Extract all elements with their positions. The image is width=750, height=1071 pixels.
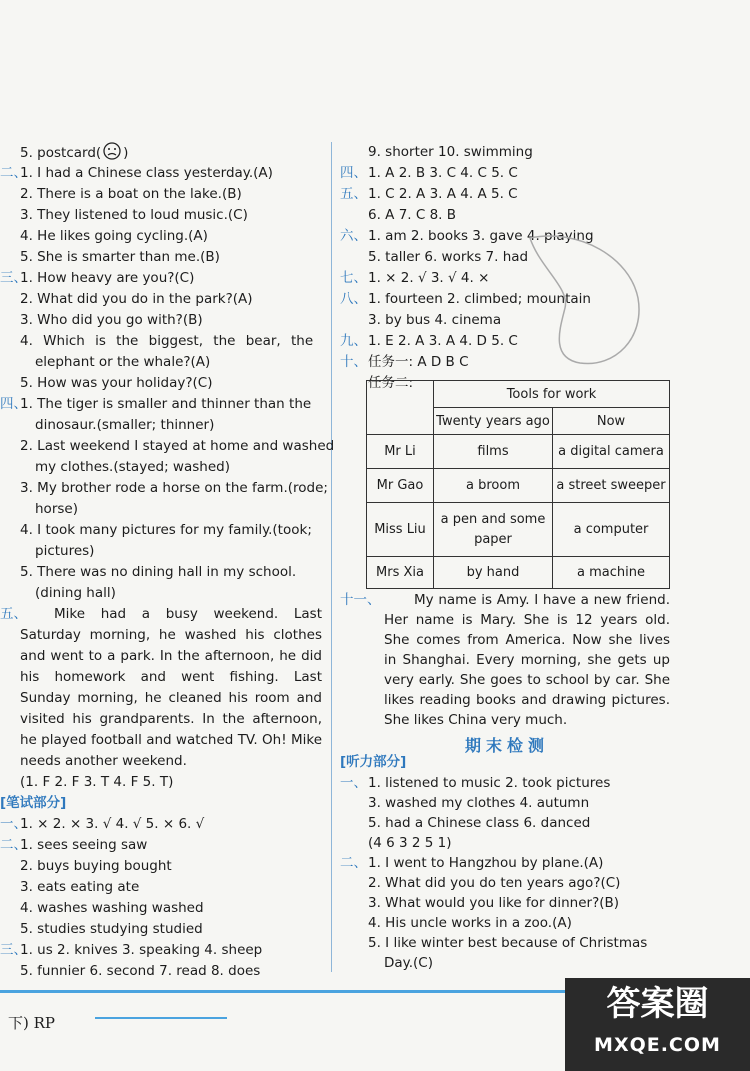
answer-text: 1. I had a Chinese class yesterday.(A)	[20, 165, 273, 181]
answer-text: 5. had a Chinese class 6. danced	[368, 815, 591, 831]
section-marker: 四、	[0, 396, 27, 412]
table-cell: films	[434, 435, 553, 469]
answer-text: 1. us 2. knives 3. speaking 4. sheep	[20, 942, 263, 958]
answer-text: pictures)	[35, 543, 95, 559]
answer-text: 4. washes washing washed	[20, 900, 204, 916]
table-cell: Miss Liu	[367, 503, 434, 557]
footer-label: 下) RP	[8, 1014, 56, 1032]
table-cell: a digital camera	[553, 435, 670, 469]
answer-text: 1. am 2. books 3. gave 4. playing	[368, 228, 594, 244]
answer-text: 1. E 2. A 3. A 4. D 5. C	[368, 333, 518, 349]
footer-rule	[95, 1017, 227, 1019]
table-cell: a machine	[553, 557, 670, 589]
section-marker: 五、	[340, 186, 367, 202]
answer-text: (dining hall)	[35, 585, 116, 601]
answer-text: dinosaur.(smaller; thinner)	[35, 417, 215, 433]
section-marker: 十一、	[340, 592, 381, 608]
watermark-line2: MXQE.COM	[594, 1034, 721, 1056]
answer-text: 2. Last weekend I stayed at home and washed	[20, 438, 335, 454]
table-row	[367, 557, 670, 589]
answer-text: 任务二:	[368, 375, 414, 391]
table-caption: Tools for work	[434, 381, 670, 408]
table-row	[367, 435, 670, 469]
answer-text: )	[123, 145, 129, 161]
section-marker: 七、	[340, 270, 367, 286]
table-cell: a broom	[434, 469, 553, 503]
answer-text: 4. He likes going cycling.(A)	[20, 228, 208, 244]
answer-text: 4. I took many pictures for my family.(took;	[20, 522, 312, 538]
answer-text: Day.(C)	[384, 955, 433, 971]
answer-text: 3. What would you like for dinner?(B)	[368, 895, 620, 911]
answer-text: 1. × 2. × 3. √ 4. √ 5. × 6. √	[20, 816, 205, 832]
answer-text: elephant or the whale?(A)	[35, 354, 211, 370]
answer-text: 2. There is a boat on the lake.(B)	[20, 186, 242, 202]
answer-text: 5. How was your holiday?(C)	[20, 375, 213, 391]
watermark-logo	[565, 978, 750, 1071]
answer-text: 1. I went to Hangzhou by plane.(A)	[368, 855, 604, 871]
answer-text: 5. I like winter best because of Christmas	[368, 935, 648, 951]
left-column	[0, 142, 335, 982]
answer-text: 1. A 2. B 3. C 4. C 5. C	[368, 165, 518, 181]
section-marker: 十、	[340, 354, 367, 370]
answer-text: 5. There was no dining hall in my school.	[20, 564, 297, 580]
answer-text: 4. His uncle works in a zoo.(A)	[368, 915, 572, 931]
answer-text: 1. How heavy are you?(C)	[20, 270, 195, 286]
table-cell: Mr Li	[367, 435, 434, 469]
answer-text: 1. fourteen 2. climbed; mountain	[368, 291, 591, 307]
tools-table	[366, 380, 670, 589]
answer-text: (4 6 3 2 5 1)	[368, 835, 452, 851]
answer-text: 5. She is smarter than me.(B)	[20, 249, 220, 265]
passage-text: Mike had a busy weekend. Last Saturday morning, he washed his clothes and went to a park. In the afternoon, he did his homework and went fishing. Last Sunday morning, he cleaned his room and visited his grandparents. In the afternoon, he played football and watched TV. Oh! Mike needs another weekend.	[20, 606, 322, 769]
answer-text: 2. buys buying bought	[20, 858, 172, 874]
answer-text: 9. shorter 10. swimming	[368, 144, 533, 160]
table-cell: Mrs Xia	[367, 557, 434, 589]
answer-text: horse)	[35, 501, 78, 517]
footer-divider	[0, 990, 565, 993]
section-marker: 二、	[0, 165, 27, 181]
letter-text: My name is Amy. I have a new friend. Her name is Mary. She is 12 years old. She comes from America. Now she lives in Shanghai. Every morning, she gets up very early. She goes to school by car. She likes reading books and drawing pictures. She likes China very much.	[384, 592, 670, 728]
answer-text: 6. A 7. C 8. B	[368, 207, 457, 223]
answer-text: 3. They listened to loud music.(C)	[20, 207, 248, 223]
column-divider	[331, 142, 332, 972]
table-cell: by hand	[434, 557, 553, 589]
section-marker: 一、	[340, 775, 367, 791]
section-marker: 二、	[0, 837, 27, 853]
section-marker: 二、	[340, 855, 367, 871]
section-heading: [听力部分]	[340, 754, 407, 770]
answer-text: 5. taller 6. works 7. had	[368, 249, 529, 265]
right-column-lower	[340, 590, 670, 730]
section-title: 期末检测	[465, 736, 550, 755]
table-cell	[367, 381, 434, 435]
answer-text: my clothes.(stayed; washed)	[35, 459, 230, 475]
answer-text: 1. × 2. √ 3. √ 4. ×	[368, 270, 490, 286]
section-marker: 九、	[340, 333, 367, 349]
table-cell: a pen and some paper	[434, 503, 553, 557]
answer-text: 5. postcard(	[20, 145, 102, 161]
pencil-scribble-icon	[520, 228, 650, 378]
answer-text: 2. What did you do ten years ago?(C)	[368, 875, 621, 891]
section-marker: 三、	[0, 942, 27, 958]
answer-text: 3. Who did you go with?(B)	[20, 312, 203, 328]
table-row	[367, 503, 670, 557]
answer-text: 4. Which is the biggest, the bear, the	[20, 333, 314, 349]
answer-text: 3. My brother rode a horse on the farm.(rode;	[20, 480, 328, 496]
table-row	[367, 381, 670, 408]
section-marker: 四、	[340, 165, 367, 181]
answer-text: 3. washed my clothes 4. autumn	[368, 795, 590, 811]
table-cell: a street sweeper	[553, 469, 670, 503]
right-column-listening	[340, 752, 670, 973]
answer-text: 3. eats eating ate	[20, 879, 140, 895]
answer-text: 任务一: A D B C	[368, 354, 469, 370]
answer-text: 1. The tiger is smaller and thinner than the	[20, 396, 312, 412]
section-heading: [笔试部分]	[0, 795, 67, 811]
table-header: Twenty years ago	[434, 408, 553, 435]
answer-text: 3. by bus 4. cinema	[368, 312, 502, 328]
table-header: Now	[553, 408, 670, 435]
table-cell: a computer	[553, 503, 670, 557]
answer-text: 1. sees seeing saw	[20, 837, 148, 853]
answer-text: (1. F 2. F 3. T 4. F 5. T)	[20, 774, 174, 790]
section-marker: 六、	[340, 228, 367, 244]
table-cell: Mr Gao	[367, 469, 434, 503]
answer-text: 1. C 2. A 3. A 4. A 5. C	[368, 186, 518, 202]
answer-line	[0, 142, 328, 163]
answer-text: 5. funnier 6. second 7. read 8. does	[20, 963, 261, 979]
section-marker: 一、	[0, 816, 27, 832]
answer-text: 2. What did you do in the park?(A)	[20, 291, 253, 307]
section-marker: 八、	[340, 291, 367, 307]
table-row	[367, 469, 670, 503]
watermark-line1: 答案圈	[606, 984, 709, 1024]
answer-text: 1. listened to music 2. took pictures	[368, 775, 611, 791]
section-marker: 五、	[0, 606, 27, 622]
section-marker: 三、	[0, 270, 27, 286]
sad-face-icon	[101, 142, 123, 160]
answer-text: 5. studies studying studied	[20, 921, 203, 937]
